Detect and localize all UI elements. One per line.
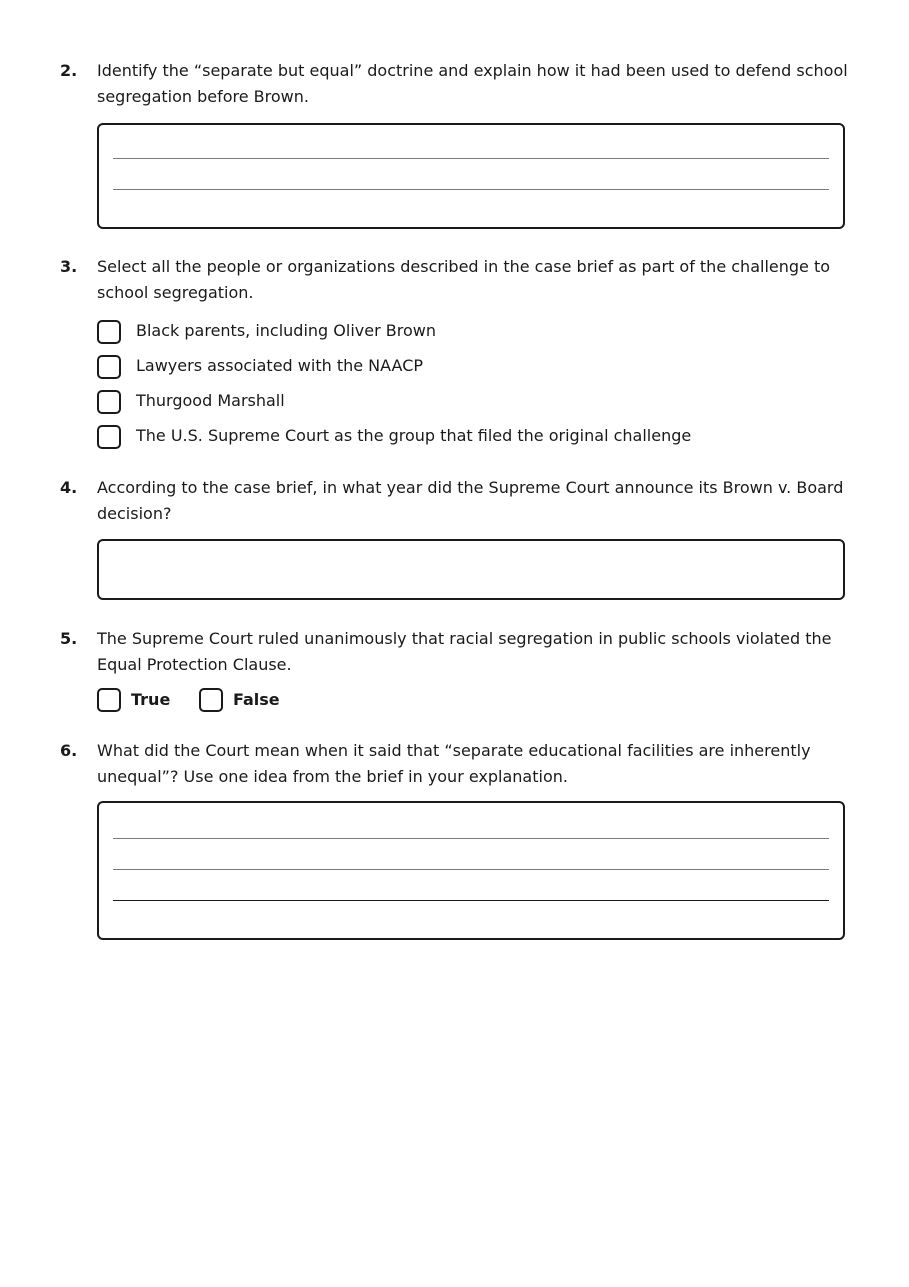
writing-line bbox=[113, 869, 829, 870]
false-label: False bbox=[233, 690, 280, 709]
writing-line bbox=[113, 189, 829, 190]
option-label: The U.S. Supreme Court as the group that filed the original challenge bbox=[136, 426, 692, 445]
checkbox[interactable] bbox=[97, 390, 121, 414]
question-text: According to the case brief, in what year did the Supreme Court announce its Brown v. Board decision? bbox=[97, 478, 844, 523]
checkbox[interactable] bbox=[97, 320, 121, 344]
question-text: Select all the people or organizations described in the case brief as part of the challenge to school segregation. bbox=[97, 257, 831, 302]
question-text: What did the Court mean when it said that “separate educational facilities are inherently unequal”? Use one idea from the brief in your explanation. bbox=[97, 741, 811, 786]
option-thurgood-marshall[interactable] bbox=[97, 390, 837, 418]
question-number: 2. bbox=[60, 61, 78, 80]
option-supreme-court[interactable] bbox=[97, 425, 837, 453]
checkbox[interactable] bbox=[97, 355, 121, 379]
answer-box-q6[interactable] bbox=[97, 801, 845, 940]
false-option[interactable] bbox=[199, 688, 289, 716]
checkbox[interactable] bbox=[199, 688, 223, 712]
question-number: 4. bbox=[60, 478, 78, 497]
question-text: Identify the “separate but equal” doctrine and explain how it had been used to defend school segregation before Brown. bbox=[97, 61, 848, 106]
true-option[interactable] bbox=[97, 688, 177, 716]
writing-line bbox=[113, 158, 829, 159]
option-label: Black parents, including Oliver Brown bbox=[136, 321, 436, 340]
option-black-parents[interactable] bbox=[97, 320, 837, 348]
question-4 bbox=[60, 475, 860, 529]
answer-box-q2[interactable] bbox=[97, 123, 845, 229]
writing-line bbox=[113, 838, 829, 839]
question-6 bbox=[60, 738, 860, 792]
option-label: Lawyers associated with the NAACP bbox=[136, 356, 424, 375]
true-label: True bbox=[131, 690, 171, 709]
question-3 bbox=[60, 254, 860, 308]
question-number: 3. bbox=[60, 257, 78, 276]
question-2 bbox=[60, 58, 860, 112]
answer-box-q4[interactable] bbox=[97, 539, 845, 600]
option-label: Thurgood Marshall bbox=[136, 391, 285, 410]
question-5 bbox=[60, 626, 860, 680]
option-naacp-lawyers[interactable] bbox=[97, 355, 837, 383]
question-number: 6. bbox=[60, 741, 78, 760]
question-number: 5. bbox=[60, 629, 78, 648]
question-text: The Supreme Court ruled unanimously that racial segregation in public schools violated the Equal Protection Clause. bbox=[97, 629, 832, 674]
checkbox[interactable] bbox=[97, 688, 121, 712]
checkbox[interactable] bbox=[97, 425, 121, 449]
writing-line bbox=[113, 900, 829, 901]
